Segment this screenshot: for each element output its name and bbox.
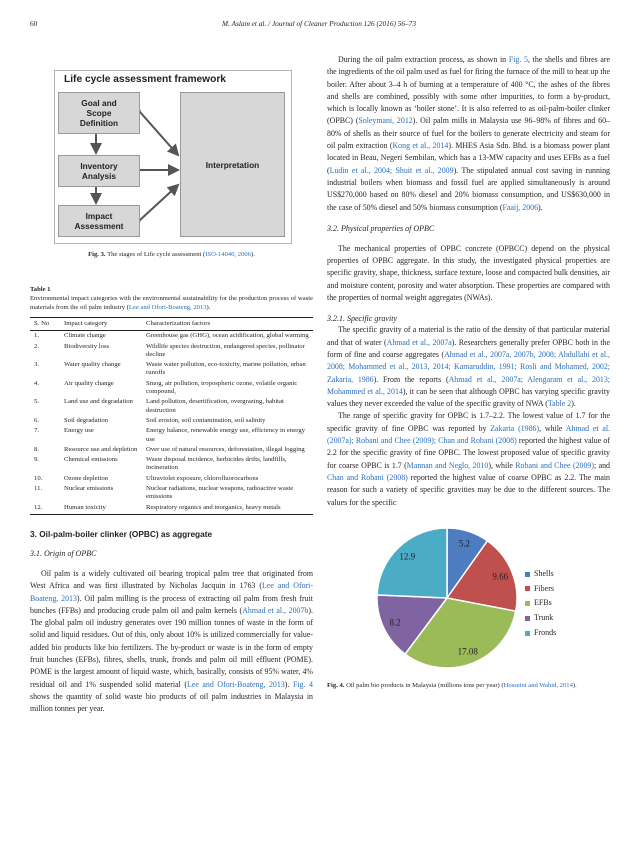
ref-link[interactable]: Lee and Ofori-Boateng, 2013 [187,679,285,689]
cell-factors: Wildlife species destruction, endangered species, pollinator decline [146,342,305,358]
ref-link[interactable]: Table 2 [547,399,572,409]
cell-factors: Respiratory organics and inorganics, heavy metals [146,503,313,515]
cell-factors: Land pollution, desertification, overgrazing, habitat destruction [146,398,284,414]
cell-impact: Water quality change [64,361,121,369]
pie-value-label: 5.2 [458,538,471,549]
table-1-label: Table 1 [30,286,51,293]
table-1 [30,285,313,515]
cell-sno: 3. [34,361,40,369]
table-row [30,426,313,445]
col-factors: Characterization factors [146,318,313,331]
cell-sno: 8. [34,445,40,453]
cell-impact: Nuclear emissions [64,485,114,493]
ref-lee-ofori[interactable]: Lee and Ofori-Boateng, 2013 [128,304,207,311]
cell-sno: 7. [34,427,40,435]
ref-link[interactable]: Fig. 4 [292,679,313,689]
pie-value-label: 8.2 [389,617,401,628]
section-3-heading: 3. Oil-palm-boiler clinker (OPBC) as aggregate [30,528,213,539]
ref-link[interactable]: Robani and Chee (2009) [515,460,594,470]
section-3-2-heading: 3.2. Physical properties of OPBC [327,223,435,233]
table-row [30,360,313,379]
framework-title: Life cycle assessment framework [64,74,226,85]
ref-link[interactable]: Mannan and Neglo, 2010 [406,460,489,470]
legend-swatch [525,586,530,591]
left-column [30,60,313,716]
section-3-2-1-heading: 3.2.1. Specific gravity [327,314,397,324]
ref-link[interactable]: Faaij, 2006 [502,202,539,212]
impact-table [30,317,313,515]
table-header-row [30,318,313,331]
legend-swatch [525,601,530,606]
cell-factors: Ultraviolet exposure, chlorofluorocarbons [146,474,259,482]
journal-citation: M. Aslam et al. / Journal of Cleaner Production 126 (2016) 56–73 [222,19,416,28]
table-row [30,331,313,342]
legend-label: EFBs [534,598,552,608]
ref-link[interactable]: Soleymani, 2012 [358,116,413,126]
legend-label: Shells [534,568,554,578]
table-1-caption: Environmental impact categories with the environmental sustainability for the production process of waste materials from the oil palm industry (Lee and Ofori-Boateng, 2013). [30,295,313,311]
ref-link[interactable]: Lee and Ofori-Boateng, 2013 [30,581,313,603]
cell-sno: 2. [34,342,40,350]
col-impact: Impact category [64,318,146,331]
pie-value-label: 12.9 [399,551,416,562]
pie-value-label: 9.66 [492,571,509,582]
paragraph-extraction: During the oil palm extraction process, as shown in Fig. 5, the shells and fibres are the ingredients of the oil palm used as fuel for firing the furnace of the mill to heat up the boiler. After about 3–4 h of burning at a temperature of 400 °C, the ashes of the fibres and shells are combined, possibly with some other impurities, to form a by-product, which is locally known as ‘boiler stone’. It is also referred to as oil-palm-boiler clinker (OPBC) (Soleymani, 2012). Oil palm mills in Malaysia use 96–98% of fibres and 60–80% of shells as their source of fuel for the boilers to generate electricity and steam for oil palm extraction (Kong et al., 2014). MHES Asia Sdn. Bhd. is a biomass power plant located in Beau, Negeri Sembilan, which has a 13-MW capacity and uses EFBs as a fuel (Ludin et al., 2004; Shuit et al., 2009). The stipulated annual cost saving in running industrial boilers when biomass and fossil fuel are applied simultaneously is around US$270,000 based on 80% diesel and 20% biomass consumption, and US$630,000 in the case of 50% diesel and 50% biomass consumption (Faaij, 2006). [327,55,611,212]
ref-hosseini[interactable]: Hosseini and Wahid, 2014 [503,681,573,689]
pie-slice-fronds [377,528,447,598]
cell-sno: 5. [34,398,40,406]
page-number: 60 [30,19,38,28]
paragraph-physical: The mechanical properties of OPBC concrete (OPBCC) depend on the physical properties of OPBC aggregate. In this study, the investigated physical properties are specific gravity, shape, thickness, surface texture, loose and compacted bulk densities, air and moisture content, porosity and water absorption. These properties are compared with the properties of normal weight aggregates (NWAs). [327,243,610,303]
cell-factors: Smog, air pollution, tropospheric ozone, volatile organic compound, [146,379,298,396]
cell-factors: Greenhouse gas (GHG), ocean acidification, global warming [146,332,309,340]
legend-swatch [525,631,530,636]
figure-3-caption: Fig. 3. The stages of Life cycle assessment (ISO-14040, 2006). [88,251,255,258]
cell-sno: 6. [34,416,40,424]
cell-sno: 12. [30,503,64,515]
legend-label: Trunk [534,613,554,623]
cell-sno: 4. [34,379,40,387]
paragraph-range: The range of specific gravity for OPBC is 1.7–2.2. The lowest value of 1.7 for the specific gravity of fine OPBC was reported by Zakaria (1986), while Ahmad et al. (2007a); Robani and Chee (2009); Chan and Robani (2008) reported the highest value of 2.2 for the specific gravity of fine OPBC. The lowest proposed value of specific gravity for coarse OPBC is 1.7 (Mannan and Neglo, 2010), while Robani and Chee (2009); and Chan and Robani (2008) reported the highest value of coarse OPBC as 2.2. The main reason for such a variety of specific gravities may be due to the different sources. The values for the specific [327,411,611,507]
cell-impact: Resource use and depletion [64,445,138,453]
ref-link[interactable]: Zakaria (1986) [490,423,540,433]
cell-impact: Soil degradation [64,416,109,424]
cell-impact: Chemical emissions [64,456,118,464]
cell-impact: Energy use [64,427,94,435]
ref-link[interactable]: Ahmad et al. (2007a); Robani and Chee (2009); Chan and Robani (2008) [327,423,610,446]
arrow-impact-right [140,185,178,220]
ref-link[interactable]: Fig. 5 [508,55,528,64]
ref-link[interactable]: Kong et al., 2014 [392,141,449,151]
ref-link[interactable]: Chan and Robani (2008) [327,472,408,482]
legend-item [525,582,556,597]
box-impact-assessment: Impact Assessment [58,205,140,237]
legend-item [525,626,556,641]
section-3-1-heading: 3.1. Origin of OPBC [30,548,97,558]
ref-link[interactable]: Ludin et al., 2004; Shuit et al., 2009 [329,165,454,175]
figure-4-pie-chart [327,525,610,675]
legend-label: Fibers [534,583,554,593]
pie-svg [327,525,527,675]
legend-item [525,567,556,582]
col-sno: S. No [30,318,64,331]
cell-impact: Ozone depletion [64,474,109,482]
box-goal-scope: Goal and Scope Definition [58,92,140,134]
box-inventory-analysis: Inventory Analysis [58,155,140,187]
paragraph-specific-gravity: The specific gravity of a material is the ratio of the density of that particular material and that of water (Ahmad et al., 2007a). Researchers generally prefer OPBC both in the form of fine and coarse aggregates (Ahmad et al., 2007a, 2007b, 2008; Abdullahi et al., 2008; Mohammed et al., 2013, 2014; Kamaruddin, 1991; Rosli and Mohamed, 2002; Zakaria, 1986). From the reports (Ahmad et al., 2007a; Alengaram et al., 2013; Mohammed et al., 2014), it can be seen that although OPBC has varying specific gravity values they never exceeded the value of the specific gravity of NWA (Table 2). [327,325,611,409]
paragraph-origin: Oil palm is a widely cultivated oil bearing tropical palm tree that originated from West Africa and was first illustrated by Nicholas Jacquin in 1763 (Lee and Ofori-Boateng, 2013). Oil palm milling is the process of extracting oil palm from fresh fruit bunches (FFBs) and producing crude palm oil and palm kernels (Ahmad et al., 2007b). The global palm oil industry generates over 190 million tonnes of waste in the form of solid and liquid residues. Out of this, only about 10% is utilized commercially for value-added bio products like bio fertilizers. The by-product or waste is in the form of empty fruit bunches (EFBs), fibres, shells, trunk, fronds and palm oil mill effluent (POME). POME is the largest amount of liquid waste, which, basically, consists of 95% water, 4% residual oil and 1% suspended solid material (Lee and Ofori-Boateng, 2013). Fig. 4 shows the quantity of solid waste bio products of oil palm industries in Malaysia in million tonnes per year. [30,568,313,714]
ref-link[interactable]: Ahmad et al., 2007a; Alengaram et al., 2013; Mohammed et al., 2014 [327,374,610,396]
table-row [30,484,313,503]
pie-legend [525,567,556,641]
cell-impact: Climate change [64,332,106,340]
ref-link[interactable]: Ahmad et al., 2007a [386,337,452,347]
table-row [30,455,313,474]
ref-link[interactable]: Ahmad et al., 2007b [242,605,309,615]
right-column [327,54,610,690]
figure-4-caption: Fig. 4. Oil palm bio products in Malaysia (millions tons per year) (Hosseini and Wahid, 2014). [327,681,577,689]
legend-label: Fronds [534,627,557,637]
pie-value-label: 17.08 [457,646,478,657]
cell-impact: Human toxicity [64,503,146,515]
cell-factors: Soil erosion, soil contamination, soil salinity [146,416,266,424]
cell-sno: 9. [34,456,40,464]
table-row [30,503,313,515]
ref-link[interactable]: Ahmad et al., 2007a, 2007b, 2008; Abdullahi et al., 2008; Mohammed et al., 2013, 2014; Kamaruddin, 1991; Rosli and Mohamed, 2002; Zakaria, 1986 [327,349,611,384]
table-row [30,474,313,484]
cell-sno: 1. [34,332,40,340]
table-row [30,379,313,398]
legend-item [525,611,556,626]
arrow-goal-right [140,112,178,155]
ref-iso[interactable]: ISO-14040, 2006 [205,251,251,258]
cell-factors: Waste water pollution, eco-toxicity, marine pollution, urban runoffs [146,361,306,377]
table-row [30,342,313,361]
cell-impact: Biodiversity loss [64,342,110,350]
cell-sno: 10. [34,474,43,482]
table-row [30,445,313,455]
legend-swatch [525,616,530,621]
cell-impact: Land use and degradation [64,398,133,406]
running-header [30,19,608,31]
cell-factors: Waste disposal incidence, herbicides drifts, landfills, incineration [146,456,287,472]
cell-factors: Over use of natural resources, deforestation, illegal logging [146,445,305,453]
cell-factors: Nuclear radiations, nuclear weapons, radioactive waste emissions [146,485,294,501]
legend-swatch [525,572,530,577]
table-row [30,416,313,426]
cell-factors: Energy balance, renewable energy use, efficiency in energy use [146,427,306,443]
table-row [30,397,313,416]
figure-3-lca-framework [30,60,313,245]
box-interpretation: Interpretation [180,92,285,237]
legend-item [525,596,556,611]
cell-sno: 11. [34,485,43,493]
cell-impact: Air quality change [64,379,114,387]
